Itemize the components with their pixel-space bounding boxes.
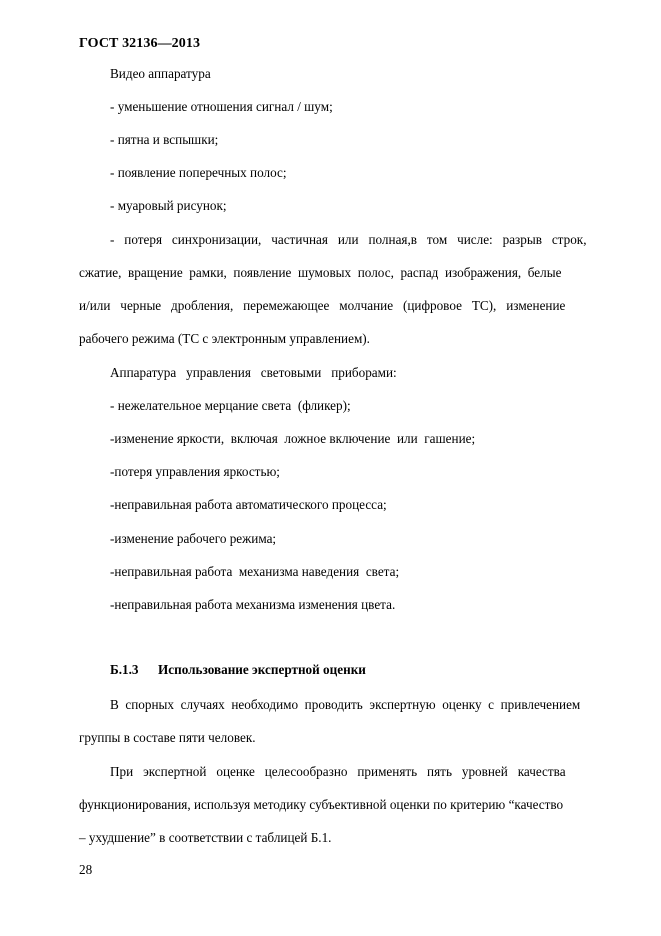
section-title: Использование экспертной оценки [158,662,366,677]
paragraph-line: сжатие, вращение рамки, появление шумовых полос, распад изображения, белые [79,265,562,280]
standard-header: ГОСТ 32136—2013 [79,36,201,51]
paragraph-line: - потеря синхронизации, частичная или полная,в том числе: разрыв строк, [110,232,587,247]
list-item: -неправильная работа автоматического процесса; [110,497,387,512]
list-item: -потеря управления яркостью; [110,464,280,479]
section-number: Б.1.3 [110,662,139,677]
list-item: -неправильная работа механизма наведения света; [110,564,400,579]
paragraph-line: При экспертной оценке целесообразно применять пять уровней качества [110,764,566,779]
paragraph-line: группы в составе пяти человек. [79,730,256,745]
paragraph-line: и/или черные дробления, перемежающее молчание (цифровое ТС), изменение [79,298,566,313]
list-item: - муаровый рисунок; [110,198,227,213]
paragraph-line: функционирования, используя методику субъективной оценки по критерию “качество [79,797,564,812]
list-item: - появление поперечных полос; [110,165,287,180]
page-number: 28 [79,862,93,877]
paragraph-line: В спорных случаях необходимо проводить экспертную оценку с привлечением [110,697,581,712]
list-item: -неправильная работа механизма изменения цвета. [110,597,396,612]
lighting-heading: Аппаратура управления световыми приборами: [110,365,397,380]
paragraph-line: рабочего режима (ТС с электронным управлением). [79,331,370,346]
list-item: -изменение рабочего режима; [110,531,277,546]
paragraph-line: – ухудшение” в соответствии с таблицей Б.1. [79,830,332,845]
video-heading: Видео аппаратура [110,66,211,81]
list-item: -изменение яркости, включая ложное включение или гашение; [110,431,476,446]
list-item: - пятна и вспышки; [110,132,219,147]
list-item: - нежелательное мерцание света (фликер); [110,398,351,413]
list-item: - уменьшение отношения сигнал / шум; [110,99,333,114]
